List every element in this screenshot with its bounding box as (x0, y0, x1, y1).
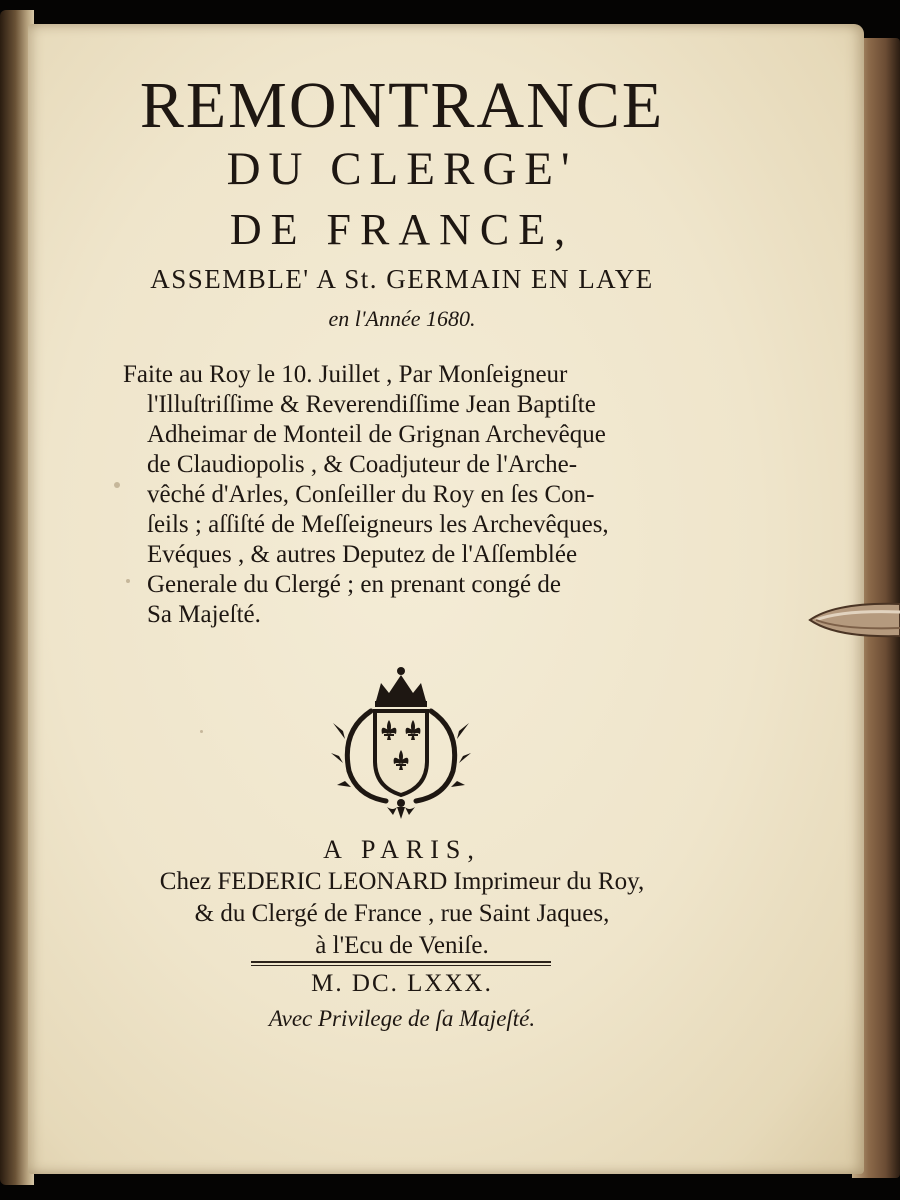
description-line: Sa Majeſté. (147, 601, 261, 628)
publication-date: M. DC. LXXX. (311, 970, 493, 997)
divider-rule-thin (251, 965, 551, 966)
description-line: Generale du Clergé ; en prenant congé de (147, 571, 561, 598)
imprint-printer: Chez FEDERIC LEONARD Imprimeur du Roy, (159, 868, 645, 895)
description-line: Evéques , & autres Deputez de l'Aſſemblée (147, 541, 578, 568)
title-page (28, 24, 864, 1174)
bookmark-tab-icon (806, 596, 900, 642)
imprint-block (112, 834, 692, 962)
title-subtitle-clergy: DU CLERGE' (226, 143, 578, 195)
description-paragraph (123, 360, 733, 630)
title-main: REMONTRANCE (139, 69, 665, 142)
title-page-content (28, 24, 864, 1174)
description-line: de Claudiopolis , & Coadjuteur de l'Arche- (147, 451, 578, 478)
title-subtitle-france: DE FRANCE, (229, 205, 575, 254)
imprint-city: A PARIS, (323, 835, 481, 864)
imprint-address: & du Clergé de France , rue Saint Jaques, (194, 900, 610, 927)
description-line: Faite au Roy le 10. Juillet , Par Monſeigneur (123, 361, 568, 388)
title-year: en l'Année 1680. (328, 306, 476, 331)
description-line: vêché d'Arles, Conſeiller du Roy en ſes Con- (147, 481, 595, 508)
description-line: l'Illuſtriſſime & Reverendiſſime Jean Baptiſte (147, 391, 596, 418)
divider-rule (251, 961, 551, 963)
royal-privilege-line: Avec Privilege de ſa Majeſté. (268, 1006, 536, 1031)
imprint-sign: à l'Ecu de Veniſe. (315, 932, 489, 959)
description-line: Adheimar de Monteil de Grignan Archevêque (147, 421, 606, 448)
title-assembly-place: ASSEMBLE' A St. GERMAIN EN LAYE (150, 264, 654, 294)
royal-arms-fleur-de-lis-icon (331, 661, 471, 821)
description-line: ſeils ; aſſiſté de Meſſeigneurs les Archevêques, (147, 511, 609, 538)
